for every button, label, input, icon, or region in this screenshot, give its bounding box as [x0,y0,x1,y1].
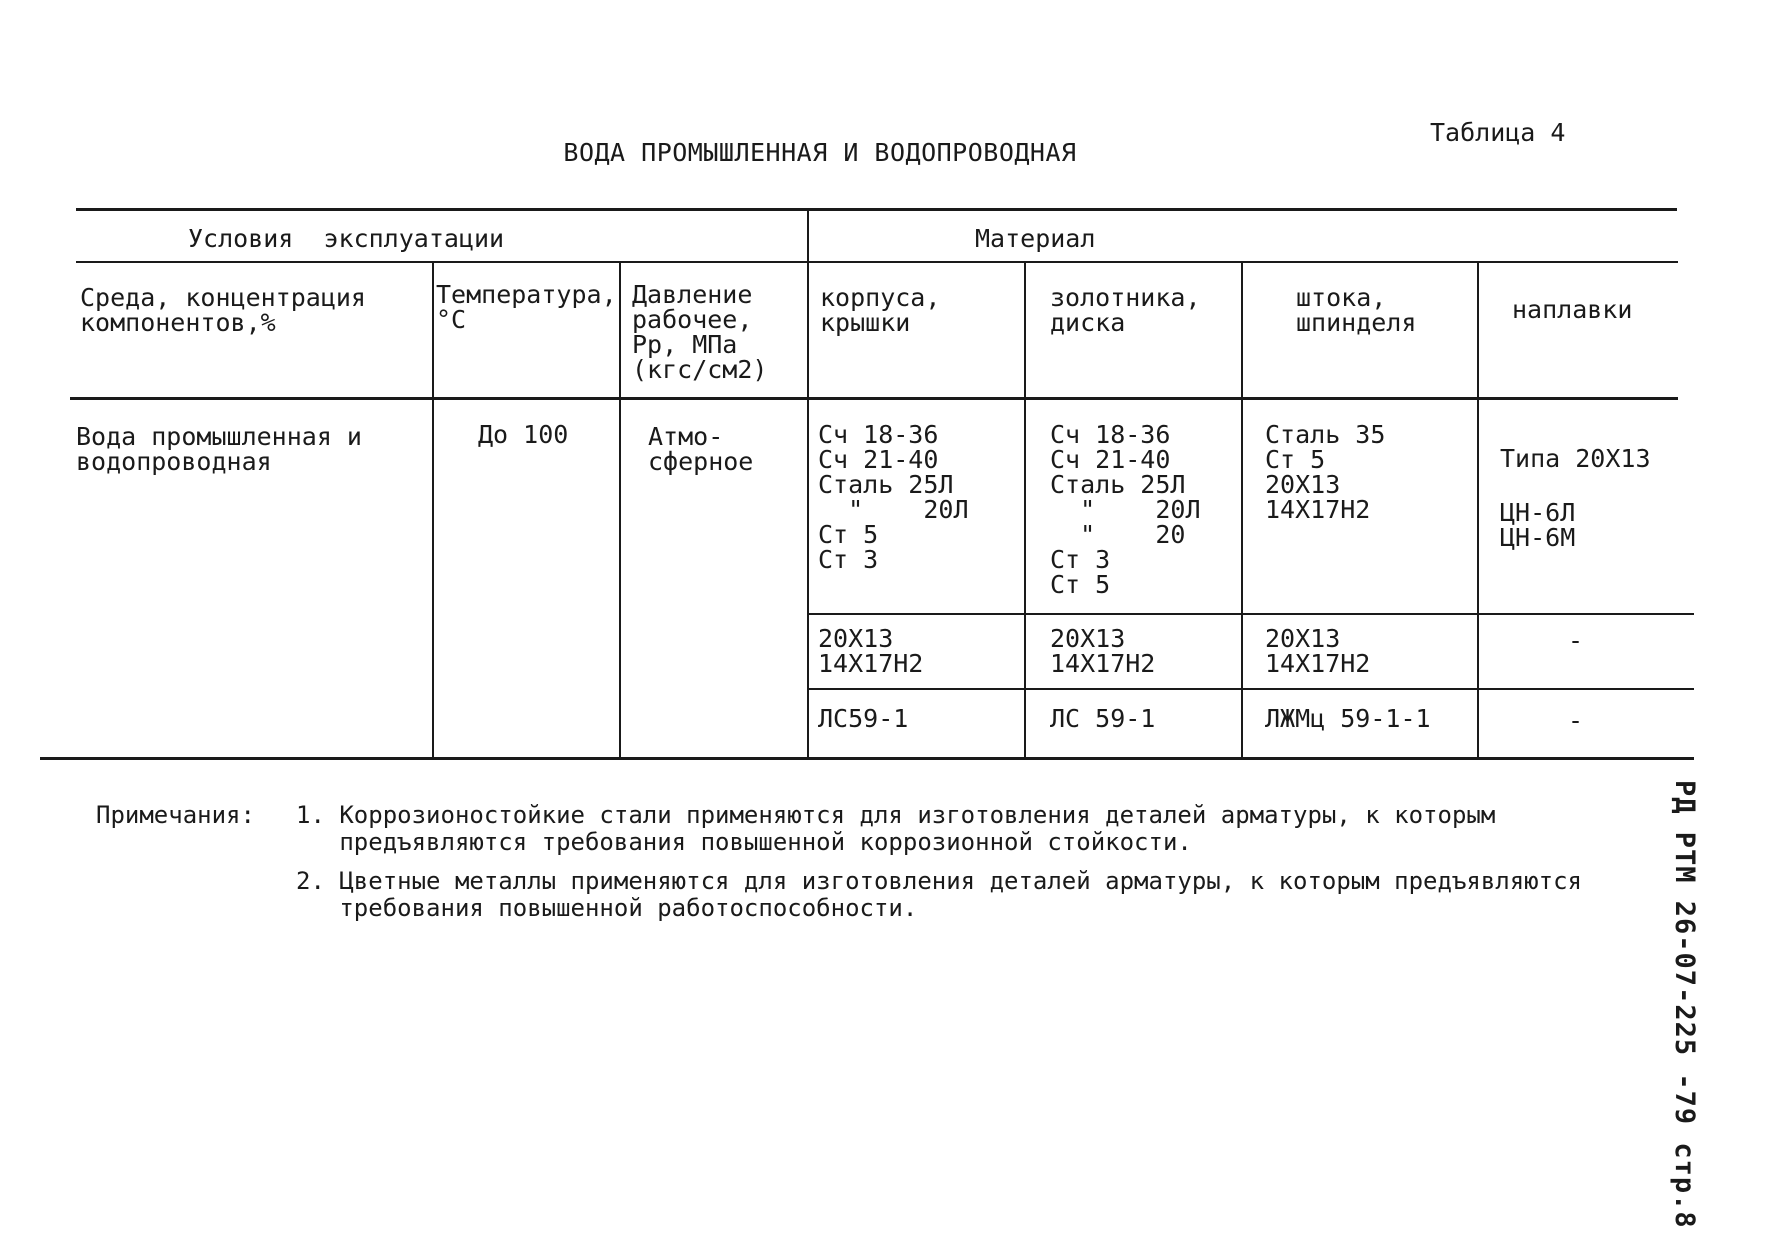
header-conditions: Условия эксплуатации [188,224,505,253]
divider-cladding [1477,261,1479,758]
subrow-rule-2 [808,688,1694,690]
header-medium: Среда, концентрация компонентов,% [80,283,366,337]
cell-body-2: 20Х13 14Х17Н2 [818,624,924,678]
cell-cladding-1: Типа 20Х13 [1500,444,1651,473]
cell-stem-2: 20Х13 14Х17Н2 [1265,624,1371,678]
header-pressure: Давление рабочее, Рр, МПа (кгс/см2) [632,280,768,384]
table-bottom-rule [40,757,1694,760]
header-body: корпуса, крышки [820,283,941,337]
cell-spool-2: 20Х13 14Х17Н2 [1050,624,1156,678]
cell-spool-1: Сч 18-36 Сч 21-40 Сталь 25Л " 20Л " 20 Ст 3 Ст 5 [1050,420,1201,599]
cell-body-3: ЛС59-1 [818,704,909,733]
header-bottom-rule [70,397,1678,400]
note-2: 2. Цветные металлы применяются для изготовления деталей арматуры, к которым предъявляются требования повышенной работоспособности. [296,867,1582,922]
cell-medium: Вода промышленная и водопроводная [76,422,362,476]
header-temperature: Температура, °С [436,280,617,334]
document-code: РД РТМ 26-07-225 -79 стр.8 [1669,780,1700,1229]
header-spool: золотника, диска [1050,283,1201,337]
cell-cladding-2: - [1568,626,1584,655]
cell-temperature: До 100 [478,420,569,449]
page-title: ВОДА ПРОМЫШЛЕННАЯ И ВОДОПРОВОДНАЯ [563,138,1077,167]
table-number: Таблица 4 [1430,118,1566,147]
cell-cladding-1-extra: ЦН-6Л ЦН-6М [1500,498,1576,552]
table-top-rule [76,208,1677,211]
subrow-rule-1 [808,613,1694,615]
cell-spool-3: ЛС 59-1 [1050,704,1156,733]
note-1: 1. Коррозионостойкие стали применяются для изготовления деталей арматуры, к которым предъявляются требования повышенной коррозионной стойкости. [296,801,1496,856]
cell-stem-3: ЛЖМц 59-1-1 [1265,704,1431,733]
notes-label: Примечания: [96,801,255,829]
header-group-rule [76,261,1678,263]
header-stem: штока, шпинделя [1296,283,1417,337]
cell-pressure: Атмо- сферное [648,422,754,476]
divider-spool [1024,261,1026,758]
divider-temperature [432,261,434,758]
divider-pressure [619,261,621,758]
divider-stem [1241,261,1243,758]
divider-material [807,208,809,758]
cell-cladding-3: - [1568,706,1584,735]
header-material: Материал [975,224,1096,253]
cell-stem-1: Сталь 35 Ст 5 20Х13 14Х17Н2 [1265,420,1386,524]
header-cladding: наплавки [1512,295,1633,324]
cell-body-1: Сч 18-36 Сч 21-40 Сталь 25Л " 20Л Ст 5 Ст 3 [818,420,969,574]
